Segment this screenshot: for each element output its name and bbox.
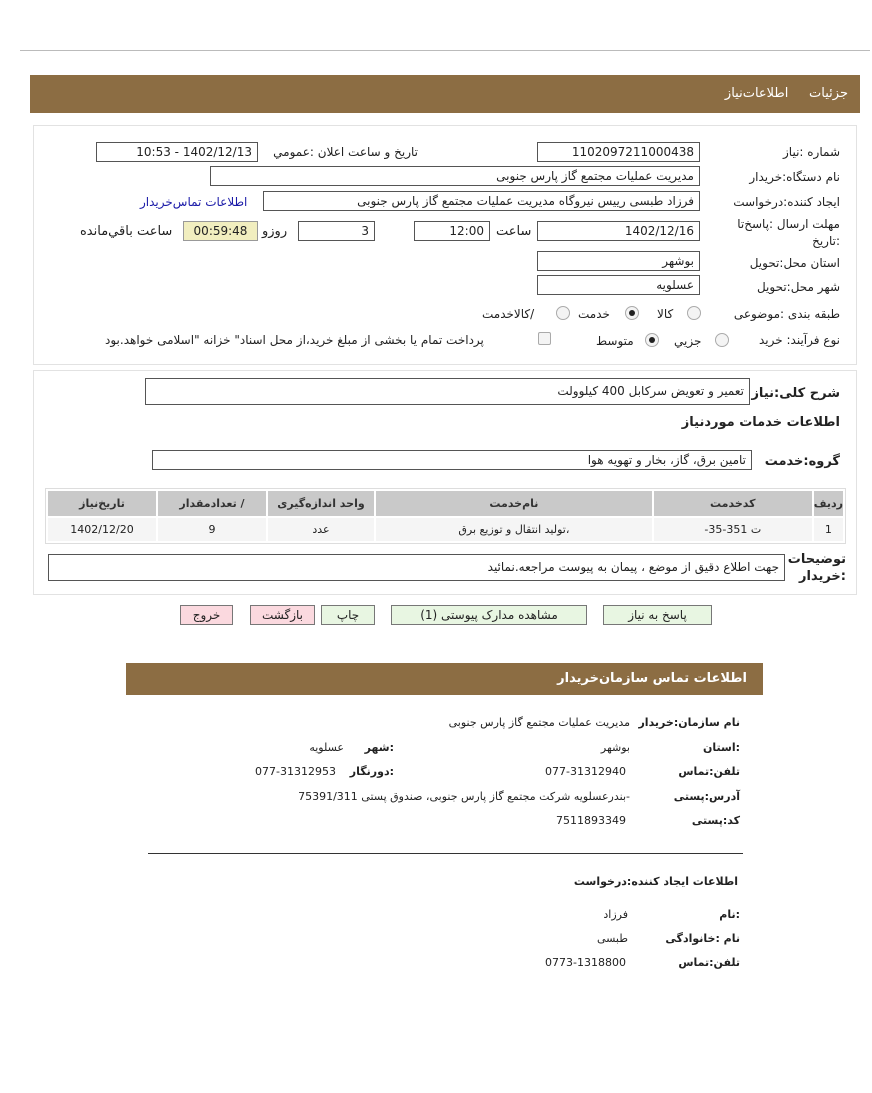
- need-number-field[interactable]: 1102097211000438: [537, 142, 700, 162]
- col-unit: واحد اندازه‌گیری: [268, 491, 374, 516]
- remaining-label: ساعت باقي‌مانده: [80, 224, 173, 239]
- cell-code: ت 351-35-: [654, 518, 812, 541]
- buyer-org-field[interactable]: مدیریت عملیات مجتمع گاز پارس جنوبی: [210, 166, 700, 186]
- last-name-label: نام :خانوادگی: [665, 932, 740, 945]
- col-code: کدخدمت: [654, 491, 812, 516]
- services-title: اطلاعات خدمات موردنیاز: [681, 415, 840, 430]
- creator-info-title: اطلاعات ایجاد کننده:درخواست: [573, 875, 738, 888]
- services-table: [46, 489, 845, 543]
- cell-row: 1: [814, 518, 843, 541]
- need-number-label: شماره :نیاز: [783, 145, 840, 159]
- radio-medium-label: متوسط: [596, 334, 634, 348]
- time-label: ساعت: [496, 224, 532, 239]
- city-field[interactable]: عسلویه: [537, 275, 700, 295]
- cell-unit: عدد: [268, 518, 374, 541]
- summary-field[interactable]: تعمیر و تعویض سرکابل 400 کیلوولت: [145, 378, 750, 405]
- process-label: نوع فرآیند: خرید: [759, 333, 840, 347]
- days-field[interactable]: 3: [298, 221, 375, 241]
- buyer-notes-field[interactable]: جهت اطلاع دقیق از موضع ، پیمان به پیوست مراجعه.نمائید: [48, 554, 785, 581]
- radio-goods-service-label: /کالاخدمت: [482, 307, 535, 321]
- creator-phone-label: تلفن:تماس: [678, 956, 740, 969]
- city-value: عسلویه: [309, 741, 344, 754]
- announce-field[interactable]: 1402/12/13 - 10:53: [96, 142, 258, 162]
- org-value: مدیریت عملیات مجتمع گاز پارس جنوبی: [448, 716, 630, 729]
- treasury-checkbox[interactable]: [538, 332, 551, 345]
- address-label: آدرس:پستی: [673, 790, 740, 803]
- col-date: تاریخ‌نیاز: [48, 491, 156, 516]
- province-value: بوشهر: [600, 741, 630, 754]
- radio-goods-service[interactable]: [556, 306, 570, 320]
- province-field[interactable]: بوشهر: [537, 251, 700, 271]
- fax-value: 077-31312953: [255, 765, 336, 778]
- creator-phone-value: 0773-1318800: [545, 956, 626, 969]
- radio-medium[interactable]: [645, 333, 659, 347]
- contact-header: اطلاعات تماس سازمان‌خریدار: [126, 663, 763, 695]
- days-label: روزو: [262, 224, 288, 239]
- print-button[interactable]: چاپ: [321, 605, 375, 625]
- group-field[interactable]: تامین برق، گاز، بخار و تهویه هوا: [152, 450, 752, 470]
- deadline-time-field[interactable]: 12:00: [414, 221, 490, 241]
- deadline-date-field[interactable]: 1402/12/16: [537, 221, 700, 241]
- reply-button[interactable]: پاسخ به نیاز: [603, 605, 712, 625]
- phone-value: 077-31312940: [545, 765, 626, 778]
- deadline-label: مهلت ارسال :پاسخ‌تا: [737, 217, 840, 231]
- postal-label: کد:پستی: [691, 814, 740, 827]
- radio-goods-label: کالا: [657, 307, 674, 321]
- cell-name: ،تولید انتقال و توزیع برق: [376, 518, 652, 541]
- phone-label: تلفن:تماس: [678, 765, 740, 778]
- cell-date: 1402/12/20: [48, 518, 156, 541]
- postal-value: 7511893349: [556, 814, 626, 827]
- buyer-org-label: نام دستگاه:خریدار: [749, 170, 840, 184]
- buyer-notes-label: توضیحات: [787, 552, 846, 567]
- last-name-value: طبسی: [596, 932, 628, 945]
- city-label: شهر محل:تحویل: [756, 280, 840, 294]
- attachments-button[interactable]: مشاهده مدارک پیوستی (1): [391, 605, 587, 625]
- category-label: طبقه بندی :موضوعی: [733, 307, 840, 321]
- address-value: -بندرعسلویه شرکت مجتمع گاز پارس جنوبی، صندوق پستی 75391/311: [298, 790, 630, 803]
- divider: [148, 853, 743, 854]
- first-name-value: فرزاد: [603, 908, 628, 921]
- first-name-label: :نام: [719, 908, 740, 921]
- remaining-time: 00:59:48: [183, 221, 258, 241]
- group-label: گروه:خدمت: [764, 454, 840, 469]
- tab-need-info[interactable]: اطلاعات‌نیاز: [724, 86, 789, 101]
- fax-label: :دورنگار: [349, 765, 394, 778]
- back-button[interactable]: بازگشت: [250, 605, 315, 625]
- col-row: ردیف: [814, 491, 843, 516]
- details-header: [30, 75, 860, 113]
- exit-button[interactable]: خروج: [180, 605, 233, 625]
- summary-label: شرح کلی:نیاز: [751, 386, 840, 401]
- radio-service-label: خدمت: [578, 307, 610, 321]
- radio-minor-label: جزیي: [674, 334, 702, 348]
- tab-details[interactable]: جزئیات: [809, 86, 848, 101]
- city-label: :شهر: [364, 741, 394, 754]
- col-name: نام‌خدمت: [376, 491, 652, 516]
- announce-label: تاریخ و ساعت اعلان :عمومي: [273, 145, 418, 159]
- buyer-notes-label-2: :خریدار: [799, 569, 846, 584]
- creator-field[interactable]: فرزاد طبسی رییس نیروگاه مدیریت عملیات مجتمع گاز پارس جنوبی: [263, 191, 700, 211]
- radio-service[interactable]: [625, 306, 639, 320]
- divider: [20, 50, 870, 51]
- province-label: :استان: [703, 741, 740, 754]
- org-label: نام سازمان:خریدار: [638, 716, 740, 729]
- services-table-wrap: [45, 488, 846, 544]
- table-row: [48, 518, 843, 541]
- col-qty: / تعدادمقدار: [158, 491, 266, 516]
- radio-minor[interactable]: [715, 333, 729, 347]
- buyer-contact-link[interactable]: اطلاعات تماس‌خریدار: [140, 195, 248, 209]
- treasury-text: پرداخت تمام یا بخشی از مبلغ خرید،از محل اسناد" خزانه "اسلامی خواهد.بود: [105, 333, 484, 347]
- cell-qty: 9: [158, 518, 266, 541]
- deadline-label-2: :تاریخ: [812, 234, 840, 248]
- creator-label: ایجاد کننده:درخواست: [733, 195, 840, 209]
- radio-goods[interactable]: [687, 306, 701, 320]
- province-label: استان محل:تحویل: [749, 256, 840, 270]
